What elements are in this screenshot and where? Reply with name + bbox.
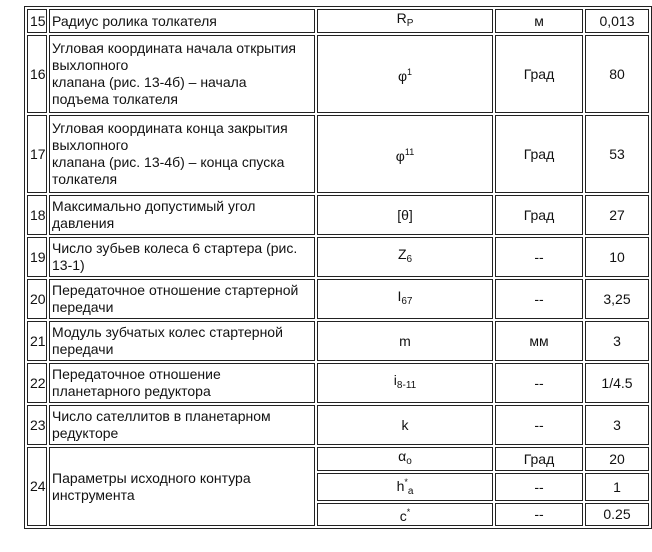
symbol-main: m	[399, 332, 411, 349]
symbol-superscript: 11	[404, 146, 415, 157]
description-line: Число зубьев колеса 6 стартера (рис.	[52, 240, 298, 256]
row-value: 80	[585, 35, 649, 113]
row-unit: Град	[495, 447, 583, 471]
table-row	[27, 35, 649, 113]
row-unit: --	[495, 503, 583, 526]
table-row	[27, 363, 649, 403]
table-row	[27, 321, 649, 361]
row-symbol	[317, 473, 493, 501]
row-symbol	[317, 447, 493, 471]
row-value: 1/4.5	[585, 363, 649, 403]
row-value: 3,25	[585, 279, 649, 319]
row-number: 20	[27, 279, 47, 319]
description-line: передачи	[52, 299, 114, 315]
description-line: выхлопного	[52, 137, 129, 153]
parameters-table	[24, 6, 652, 529]
row-description	[49, 237, 315, 277]
row-description	[49, 279, 315, 319]
description-line: Число сателлитов в планетарном	[52, 408, 271, 424]
row-number: 21	[27, 321, 47, 361]
row-symbol	[317, 503, 493, 526]
description-line: Передаточное отношение стартерной	[52, 282, 299, 298]
row-number: 24	[27, 447, 47, 526]
row-value: 53	[585, 115, 649, 193]
description-line: подъема толкателя	[52, 91, 178, 107]
description-line: Максимально допустимый угол	[52, 198, 256, 214]
row-unit: --	[495, 279, 583, 319]
table-row	[27, 115, 649, 193]
row-description	[49, 447, 315, 526]
symbol-superscript: *	[404, 477, 408, 487]
row-number: 15	[27, 9, 47, 33]
description-line: 13-1)	[52, 257, 85, 273]
row-value: 1	[585, 473, 649, 501]
description-line: Угловая координата конца закрытия	[52, 120, 288, 136]
symbol-subscript: 8-11	[396, 380, 417, 391]
row-number: 19	[27, 237, 47, 277]
row-number: 16	[27, 35, 47, 113]
symbol-main: c	[399, 508, 407, 524]
table-row	[27, 9, 649, 33]
row-description	[49, 35, 315, 113]
row-unit: --	[495, 363, 583, 403]
row-unit: мм	[495, 321, 583, 361]
symbol-main: k	[401, 416, 409, 433]
row-value: 27	[585, 195, 649, 235]
row-value: 10	[585, 237, 649, 277]
row-value: 0.25	[585, 503, 649, 526]
row-symbol	[317, 237, 493, 277]
row-symbol	[317, 9, 493, 33]
row-number: 17	[27, 115, 47, 193]
row-description	[49, 321, 315, 361]
description-line: редукторе	[52, 425, 119, 441]
row-unit: --	[495, 405, 583, 445]
symbol-main: R	[396, 10, 407, 26]
row-symbol	[317, 115, 493, 193]
row-description	[49, 405, 315, 445]
description-line: Модуль зубчатых колес стартерной	[52, 324, 283, 340]
table-row	[27, 279, 649, 319]
table-row	[27, 405, 649, 445]
symbol-subscript: 67	[401, 296, 413, 307]
row-value: 0,013	[585, 9, 649, 33]
symbol-main: I	[397, 288, 402, 304]
row-unit: м	[495, 9, 583, 33]
symbol-main: Z	[397, 246, 407, 262]
symbol-main: i	[393, 372, 397, 388]
row-unit: --	[495, 473, 583, 501]
row-value: 20	[585, 447, 649, 471]
row-symbol	[317, 405, 493, 445]
description-line: клапана (рис. 13-4б) – конца спуска	[52, 154, 285, 170]
description-line: Параметры исходного контура	[52, 469, 251, 486]
table-row	[27, 447, 649, 471]
description-line: давления	[52, 215, 115, 231]
row-symbol	[317, 195, 493, 235]
symbol-main: φ	[395, 147, 405, 164]
description-line: Передаточное отношение	[52, 366, 221, 382]
row-description	[49, 363, 315, 403]
symbol-main: α	[398, 448, 407, 464]
row-unit: Град	[495, 35, 583, 113]
symbol-subscript: o	[406, 456, 412, 467]
description-line: клапана (рис. 13-4б) – начала	[52, 74, 247, 90]
row-unit: --	[495, 237, 583, 277]
symbol-subscript: P	[406, 18, 414, 29]
row-value: 3	[585, 405, 649, 445]
row-description: Радиус ролика толкателя	[49, 9, 315, 33]
row-symbol	[317, 363, 493, 403]
description-line: инструмента	[52, 486, 135, 503]
row-symbol	[317, 279, 493, 319]
symbol-subscript: a	[407, 486, 414, 497]
symbol-main: [θ]	[397, 206, 413, 223]
description-line: передачи	[52, 341, 114, 357]
table-row	[27, 195, 649, 235]
description-line: планетарного редуктора	[52, 383, 211, 399]
row-description	[49, 195, 315, 235]
description-line: выхлопного	[52, 57, 129, 73]
description-line: толкателя	[52, 171, 118, 187]
row-description	[49, 115, 315, 193]
row-number: 22	[27, 363, 47, 403]
row-unit: Град	[495, 115, 583, 193]
symbol-subscript: 6	[406, 254, 413, 265]
row-number: 23	[27, 405, 47, 445]
row-symbol	[317, 35, 493, 113]
table-row	[27, 237, 649, 277]
description-line: Угловая координата начала открытия	[52, 40, 296, 56]
row-value: 3	[585, 321, 649, 361]
symbol-superscript: *	[406, 507, 411, 517]
row-number: 18	[27, 195, 47, 235]
symbol-main: φ	[397, 67, 408, 84]
row-symbol	[317, 321, 493, 361]
row-unit: Град	[495, 195, 583, 235]
symbol-superscript: 1	[407, 66, 413, 77]
symbol-main: h	[396, 478, 405, 494]
